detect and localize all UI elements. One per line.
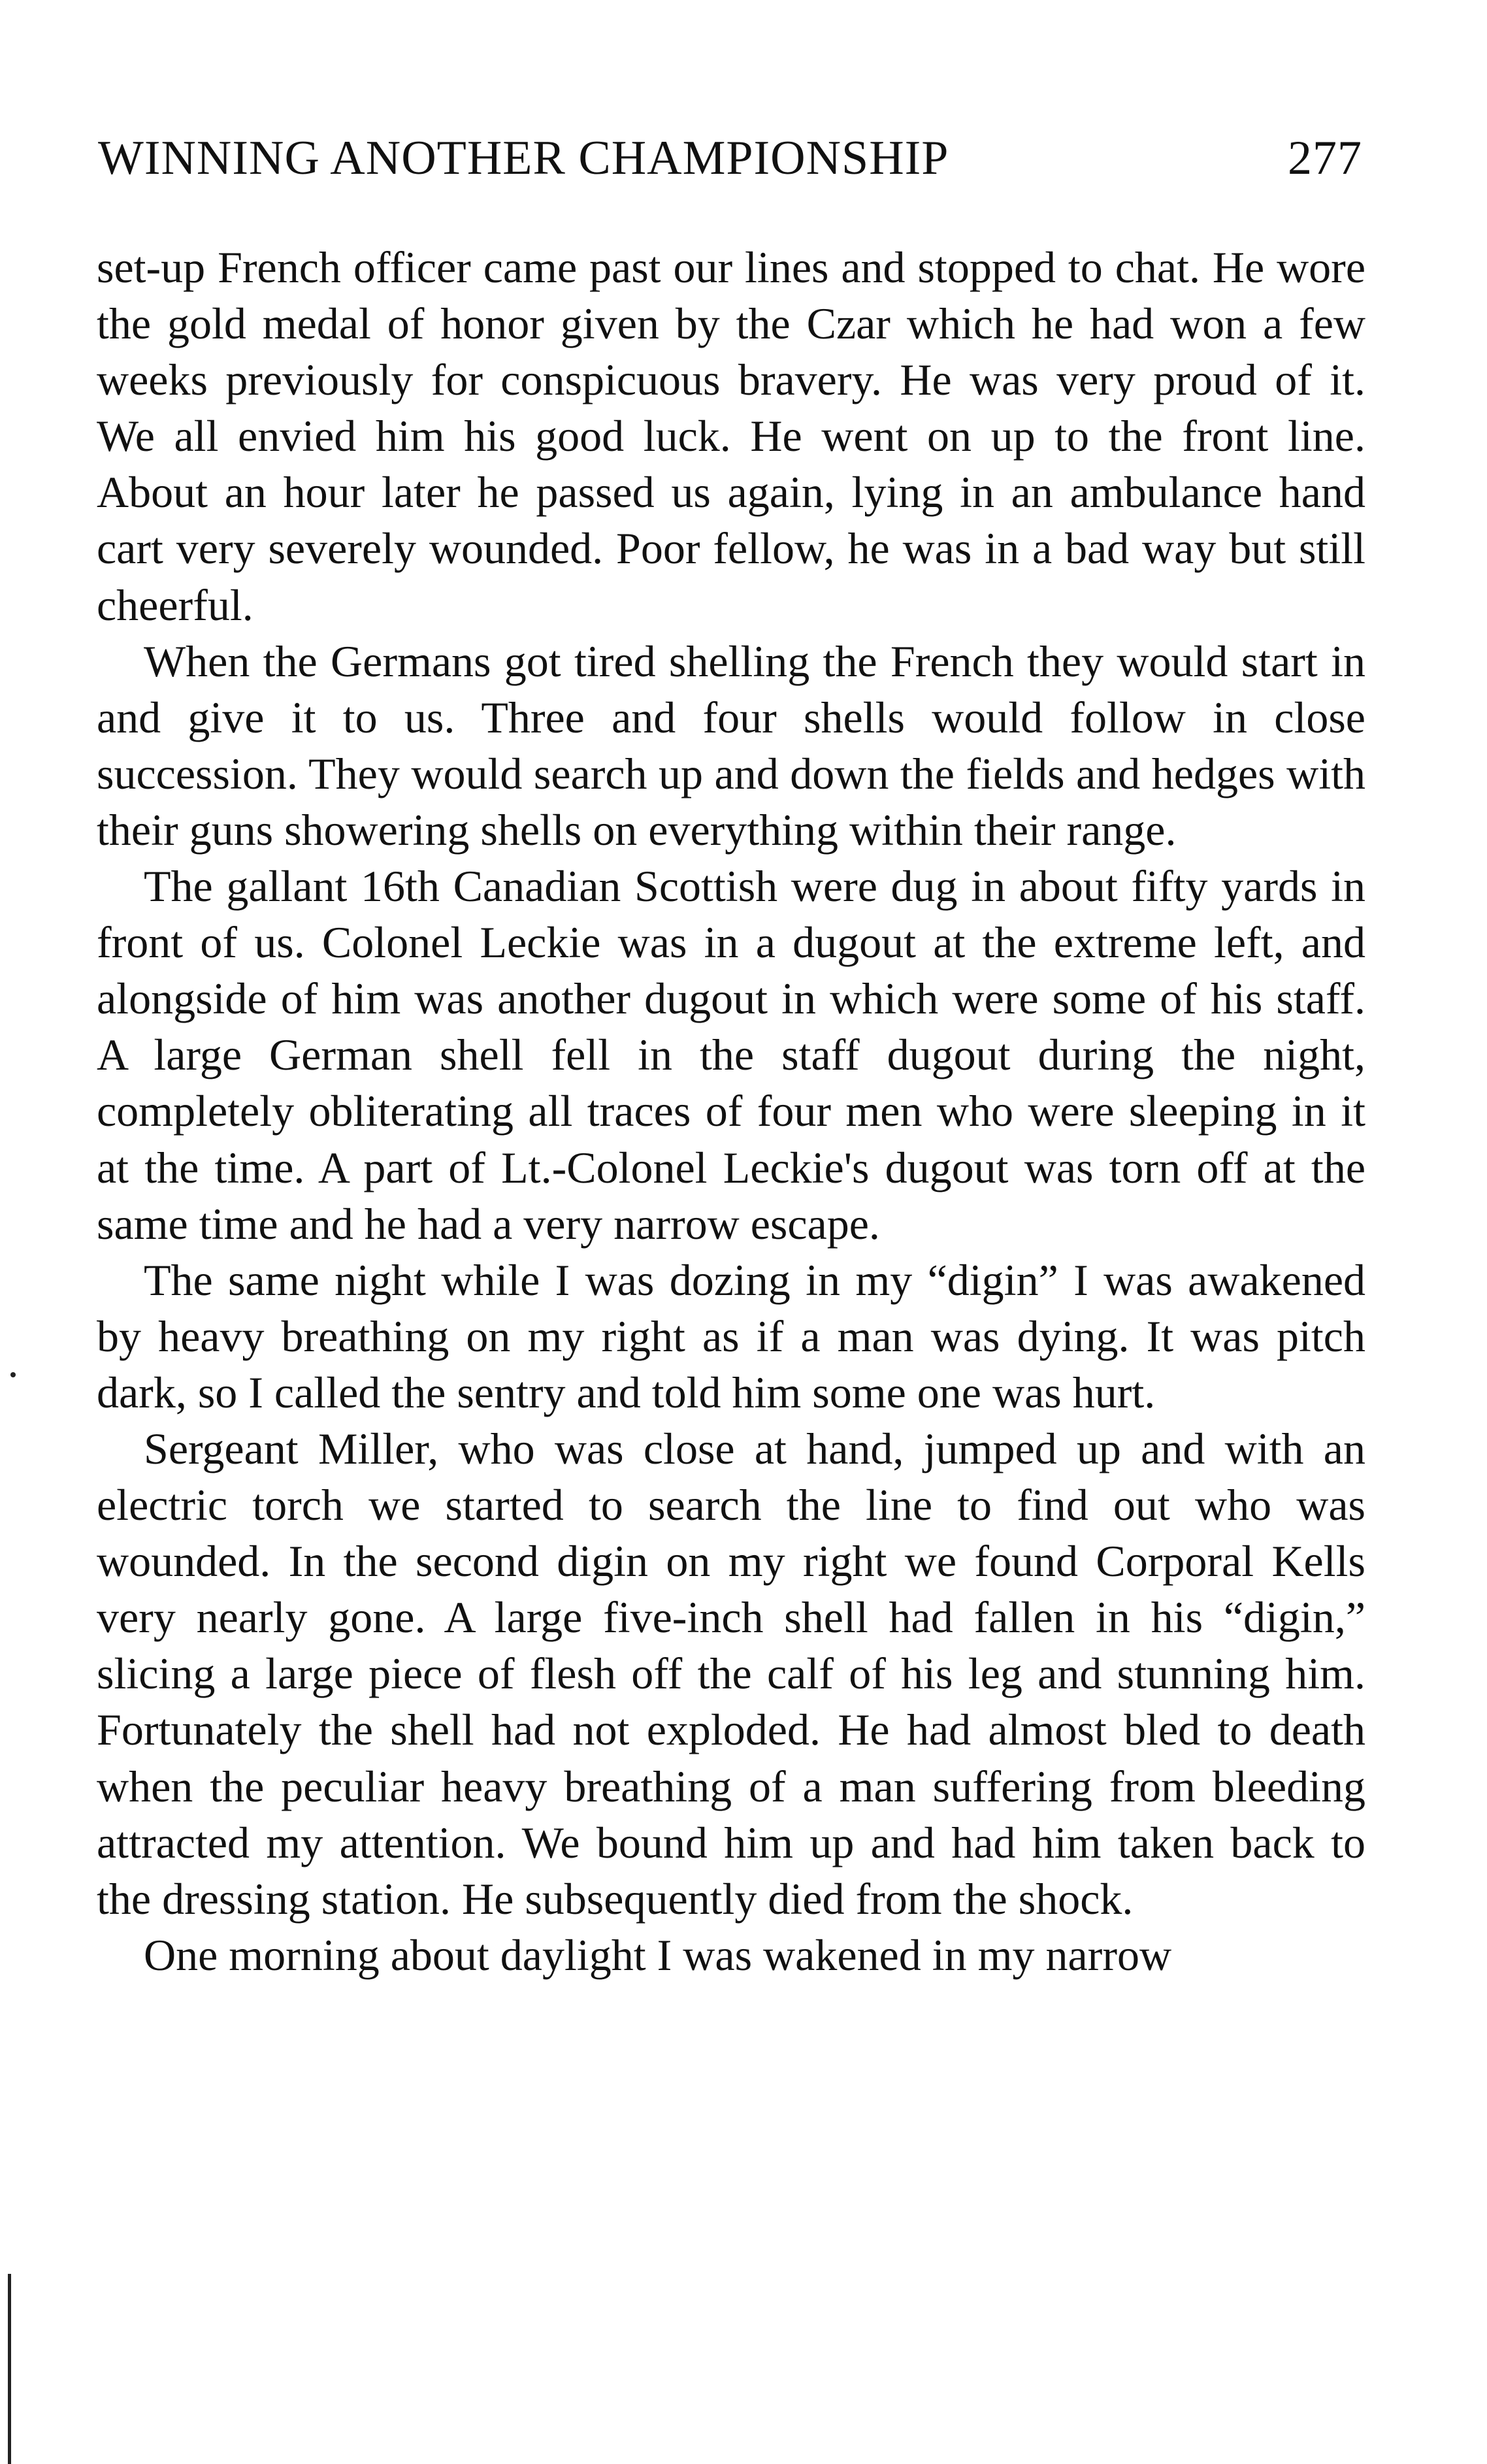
paragraph: When the Germans got tired shelling the French they would start in and give it to us. Three and four shells would follow in close succession. They would search up and down the fields and hedges with their guns showering shells on everything within their range.	[97, 636, 1365, 855]
paragraph: The gallant 16th Canadian Scottish were dug in about fifty yards in front of us. Colonel Leckie was in a dugout at the extreme left, and alongside of him was another dugout in which were some of his staff. A large German shell fell in the staff dugout during the night, completely obliterating all traces of four men who were sleeping in it at the time. A part of Lt.-Colonel Leckie's dugout was torn off at the same time and he had a very narrow escape.	[97, 861, 1365, 1249]
running-header	[98, 131, 1362, 203]
body-text	[97, 239, 1365, 1983]
chapter-title: WINNING ANOTHER CHAMPIONSHIP	[98, 131, 949, 185]
paragraph: Sergeant Miller, who was close at hand, jumped up and with an electric torch we started to search the line to find out who was wounded. In the second digin on my right we found Corporal Kells very nearly gone. A large five-inch shell had fallen in his “digin,” slicing a large piece of flesh off the calf of his leg and stunning him. Fortunately the shell had not exploded. He had almost bled to death when the peculiar heavy breathing of a man suffering from bleeding attracted my attention. We bound him up and had him taken back to the dressing station. He subsequently died from the shock.	[97, 1423, 1365, 1924]
paragraph: One morning about daylight I was wakened in my narrow	[144, 1930, 1172, 1980]
scan-edge-rule	[8, 2274, 11, 2464]
page-number: 277	[1288, 131, 1362, 185]
scan-speck	[10, 1372, 16, 1377]
paragraph: set-up French officer came past our lines and stopped to chat. He wore the gold medal of honor given by the Czar which he had won a few weeks previously for conspicuous bravery. He was very proud of it. We all envied him his good luck. He went on up to the front line. About an hour later he passed us again, lying in an ambulance hand cart very severely wounded. Poor fellow, he was in a bad way but still cheerful.	[97, 242, 1365, 630]
paragraph: The same night while I was dozing in my “digin” I was awakened by heavy breathing on my right as if a man was dying. It was pitch dark, so I called the sentry and told him some one was hurt.	[97, 1255, 1365, 1417]
